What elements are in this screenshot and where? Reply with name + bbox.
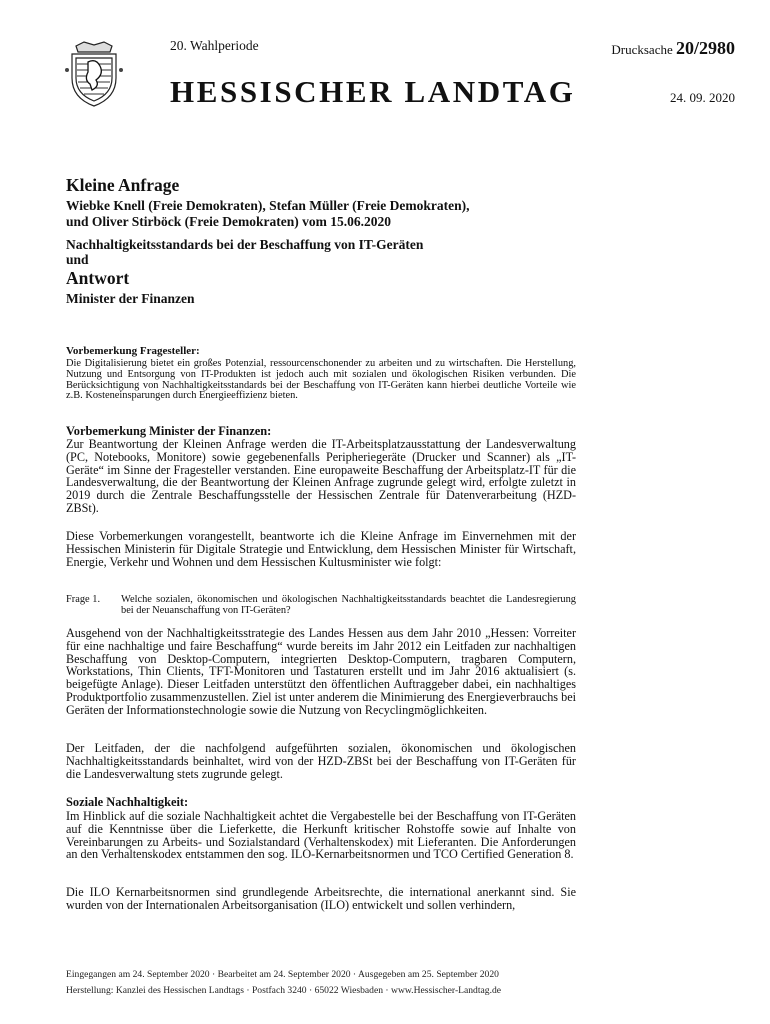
drucksache — [611, 38, 735, 59]
und-label: und — [66, 252, 89, 267]
soziale-paragraph-1: Im Hinblick auf die soziale Nachhaltigkeit achtet die Vergabestelle bei der Beschaffung von IT-Geräten auf die Kenntnisse über die Lieferkette, die Herkunft kritischer Rohstoffe sowie auf Inhalte von Vereinbarungen zu Arbeits- und Sozialstandard (Verhaltenskodex) mit Lieferanten. Die Anforderungen an den Verhaltenskodex entstammen den sog. ILO-Kernarbeitsnormen und TCO Certified Generation 8. — [66, 809, 576, 862]
authors-line-2: und Oliver Stirböck (Freie Demokraten) vom 15.06.2020 — [66, 214, 391, 229]
vorbemerkung-fragesteller-heading: Vorbemerkung Fragesteller: — [66, 345, 200, 357]
minister-label: Minister der Finanzen — [66, 291, 195, 306]
authors-line-1: Wiebke Knell (Freie Demokraten), Stefan Müller (Freie Demokraten), — [66, 198, 470, 213]
antwort-1-paragraph-2: Der Leitfaden, der die nachfolgend aufgeführten sozialen, ökonomischen und ökologischen Nachhaltigkeitsstandards beinhaltet, wird von der HZD-ZBSt bei der Beschaffung von IT-Geräten für die Landesverwaltung stets zugrunde gelegt. — [66, 741, 576, 781]
soziale-nachhaltigkeit-heading: Soziale Nachhaltigkeit: — [66, 795, 189, 809]
coat-of-arms-icon — [62, 40, 126, 108]
antwort-1-paragraph-1: Ausgehend von der Nachhaltigkeitsstrategie des Landes Hessen aus dem Jahr 2010 „Hessen: Vorreiter für eine nachhaltige und faire Beschaffung“ wurde bereits im Jahr 2012 ein Leitfaden zur nachhaltigen Beschaffung von Desktop-Computern, integrierten Desktop-Computern, tragbaren Computern, Workstations, Thin Clients, TFT-Monitoren und Tastaturen erstellt und im Jahr 2016 aktualisiert (s. beigefügte Anlage). Dieser Leitfaden unterstützt den öffentlichen Auftraggeber dabei, ein nachhaltiges Produktportfolio zusammenzustellen. Ziel ist unter anderem die Minimierung des Energieverbrauchs bei Geräten der Informationstechnologie sowie die Nutzung von Recyclingmöglichkeiten. — [66, 626, 576, 717]
footer-line-2: Herstellung: Kanzlei des Hessischen Landtags · Postfach 3240 · 65022 Wiesbaden · www.Hessischer-Landtag.de — [66, 985, 502, 996]
frage-1 — [66, 594, 576, 616]
vorbemerkung-minister-text: Zur Beantwortung der Kleinen Anfrage werden die IT-Arbeitsplatzausstattung der Landesverwaltung (PC, Notebooks, Monitore) sowie gegebenenfalls Peripheriegeräte (Drucker und Scanner) als „IT-Geräte“ im Sinne der Fragesteller verstanden. Eine europaweite Beschaffung der Arbeitsplatz-IT für die Landesverwaltung, die der Beantwortung der Kleinen Anfrage zugrunde gelegt wird, erfolgte zuletzt in 2019 durch die Zentrale Beschaffungsstelle der Hessischen Zentrale für Datenverarbeitung (HZD-ZBSt). — [66, 437, 576, 515]
drucksache-label: Drucksache — [611, 42, 673, 57]
soziale-paragraph-2: Die ILO Kernarbeitsnormen sind grundlegende Arbeitsrechte, die international anerkannt sind. Sie wurden von der Internationalen Arbeitsorganisation (ILO) entwickelt und sollen verhindern, — [66, 885, 576, 912]
wahlperiode: 20. Wahlperiode — [170, 38, 259, 53]
vorbemerkung-minister-heading: Vorbemerkung Minister der Finanzen: — [66, 424, 272, 438]
document-date: 24. 09. 2020 — [670, 90, 735, 105]
footer-line-1: Eingegangen am 24. September 2020 · Bearbeitet am 24. September 2020 · Ausgegeben am 25. September 2020 — [66, 969, 499, 980]
vorbemerkung-fragesteller-text: Die Digitalisierung bietet ein großes Potenzial, ressourcenschonender zu arbeiten und zu wirtschaften. Die Herstellung, Nutzung und Entsorgung von IT-Produkten ist jedoch auch mit sozialen und ökologischen Risiken verbunden. Die Berücksichtigung von Nachhaltigkeitsstandards bei der Beschaffung von IT-Geräten kann hierbei deutliche Vorteile wie z.B. Kosteneinsparungen durch Energieeffizienz bieten. — [66, 358, 576, 402]
kleine-anfrage-heading: Kleine Anfrage — [66, 175, 180, 195]
vorbemerkung-abschluss: Diese Vorbemerkungen vorangestellt, beantworte ich die Kleine Anfrage im Einvernehmen mit der Hessischen Ministerin für Digitale Strategie und Entwicklung, dem Hessischen Minister für Wirtschaft, Energie, Verkehr und Wohnen und dem Hessischen Kultusminister wie folgt: — [66, 529, 576, 569]
frage-1-label: Frage 1. — [66, 594, 101, 605]
landtag-title: HESSISCHER LANDTAG — [170, 74, 576, 109]
subject: Nachhaltigkeitsstandards bei der Beschaffung von IT-Geräten — [66, 237, 424, 252]
drucksache-number: 20/2980 — [675, 38, 735, 58]
frage-1-text: Welche sozialen, ökonomischen und ökologischen Nachhaltigkeitsstandards beachtet die Landesregierung bei der Neuanschaffung von IT-Geräten? — [121, 594, 576, 616]
antwort-heading: Antwort — [66, 268, 130, 288]
